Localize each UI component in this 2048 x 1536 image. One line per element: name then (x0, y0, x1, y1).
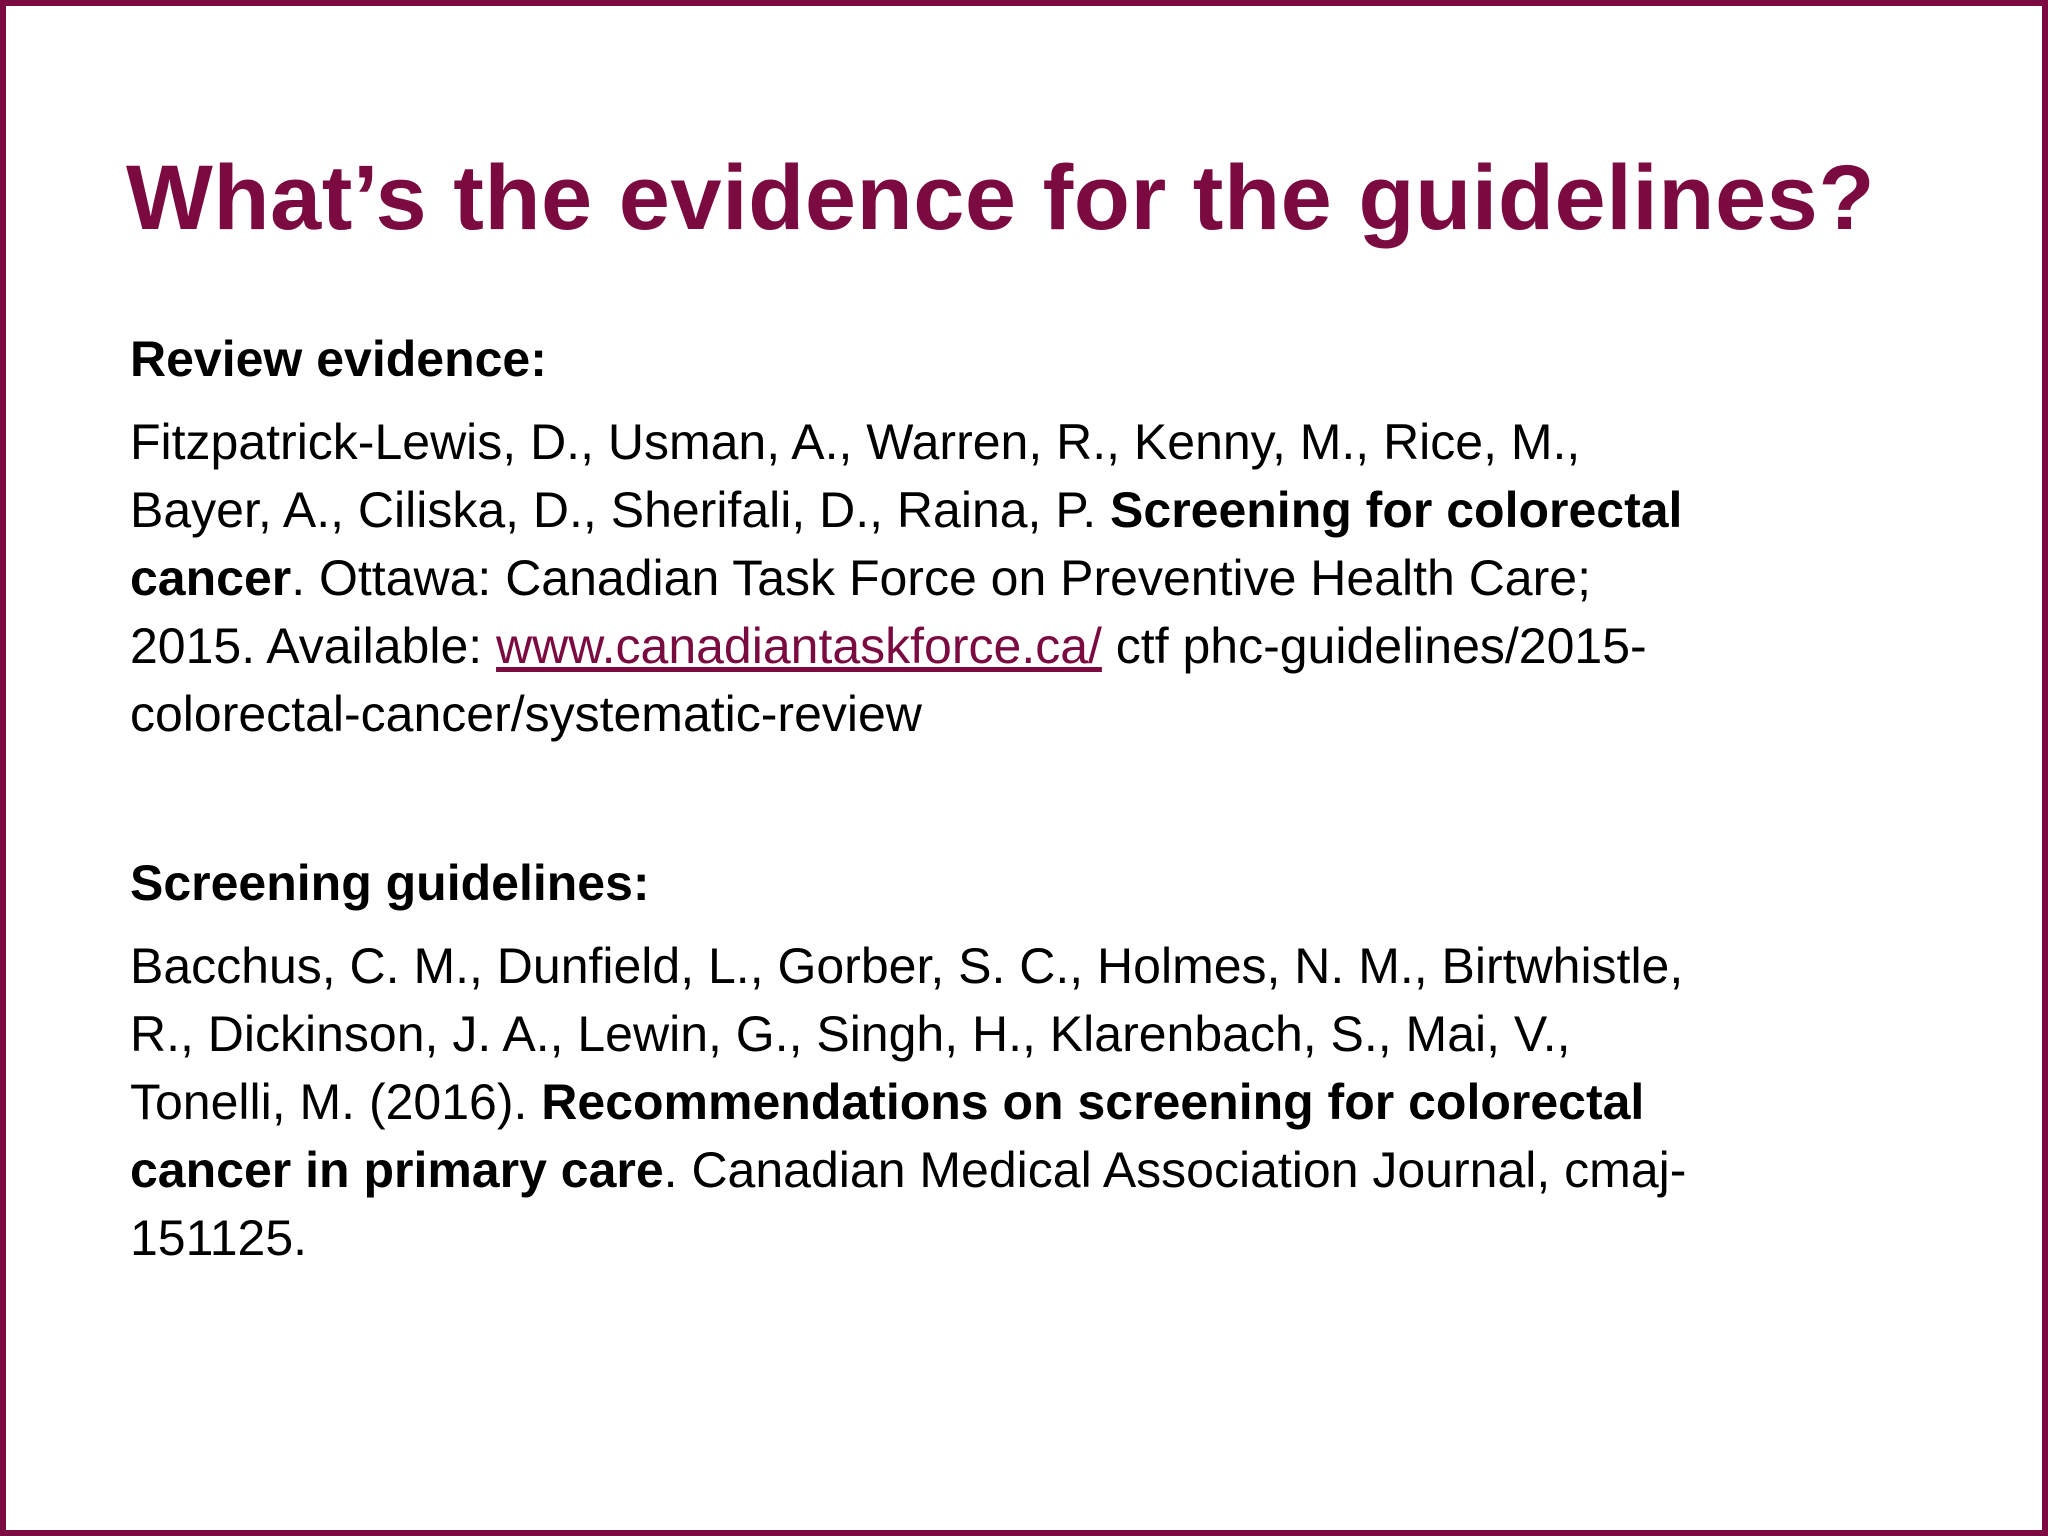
citation-title: cancer (130, 550, 292, 606)
citation-text: Fitzpatrick-Lewis, D., Usman, A., Warren, R., Kenny, M., Rice, M., (130, 414, 1581, 470)
citation-title: Recommendations on screening for colorectal (541, 1074, 1645, 1130)
review-evidence-citation (130, 408, 1930, 748)
citation-title: cancer in primary care (130, 1142, 664, 1198)
citation-title: Screening for colorectal (1110, 482, 1683, 538)
screening-guidelines-heading: Screening guidelines: (130, 855, 650, 911)
citation-text: colorectal-cancer/systematic-review (130, 686, 922, 742)
task-force-link[interactable]: www.canadiantaskforce.ca/ (496, 618, 1102, 674)
slide-title: What’s the evidence for the guidelines? (126, 147, 1876, 249)
citation-text: ctf phc-guidelines/2015- (1101, 618, 1647, 674)
screening-guidelines-citation (130, 932, 1930, 1272)
citation-text: Bacchus, C. M., Dunfield, L., Gorber, S. C., Holmes, N. M., Birtwhistle, (130, 938, 1684, 994)
review-evidence-heading: Review evidence: (130, 331, 547, 387)
slide-content (130, 324, 1930, 1272)
citation-text: Bayer, A., Ciliska, D., Sherifali, D., Raina, P. (130, 482, 1111, 538)
citation-text: . Ottawa: Canadian Task Force on Preventive Health Care; (291, 550, 1591, 606)
citation-text: Tonelli, M. (2016). (130, 1074, 542, 1130)
citation-text: 2015. Available: (130, 618, 497, 674)
screening-guidelines-section (130, 848, 1930, 1272)
citation-text: . Canadian Medical Association Journal, cmaj- (663, 1142, 1687, 1198)
citation-text: 151125. (130, 1210, 308, 1266)
review-evidence-section (130, 324, 1930, 748)
citation-text: R., Dickinson, J. A., Lewin, G., Singh, H., Klarenbach, S., Mai, V., (130, 1006, 1571, 1062)
